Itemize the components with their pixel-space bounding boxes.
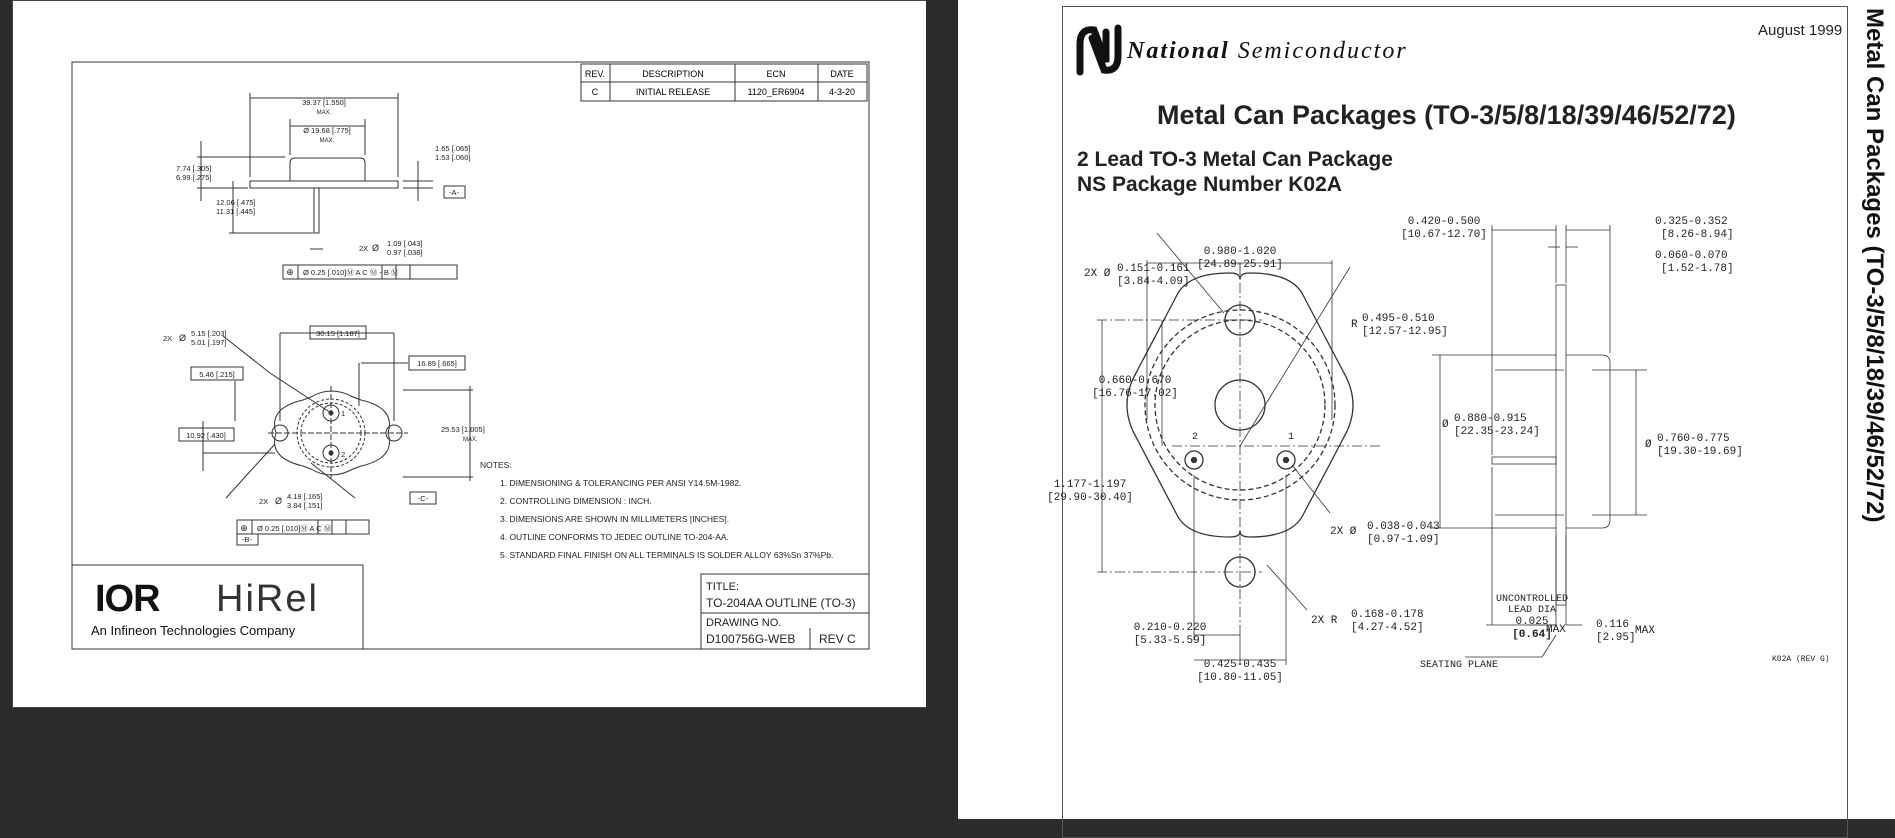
pin-2-label: 2 xyxy=(341,450,346,459)
ecn-value: 1120_ER6904 xyxy=(747,87,805,97)
diameter-symbol-icon: Ø xyxy=(372,243,380,253)
logo-block xyxy=(72,565,363,649)
logo-tagline: An Infineon Technologies Company xyxy=(91,623,296,638)
pitch-dim: 30.15 [1.187] xyxy=(316,329,360,338)
lead-max-b: [0.64] xyxy=(1512,629,1552,641)
date-value: 4-3-20 xyxy=(828,87,856,97)
length-dim-b: [29.90-30.40] xyxy=(1047,492,1133,504)
seating-plane-label: SEATING PLANE xyxy=(1419,660,1499,671)
rev-header: REV. xyxy=(584,69,606,79)
desc-value: INITIAL RELEASE xyxy=(635,87,711,97)
lead-max-a: 0.025 xyxy=(1515,616,1549,628)
pin-1-label: 1 xyxy=(1288,432,1295,443)
notes-block xyxy=(480,460,833,560)
max-label-2: MAX xyxy=(1635,625,1655,637)
width-dim-b: [24.89-25.91] xyxy=(1197,259,1283,271)
ecn-header: ECN xyxy=(766,69,786,79)
radius-dim-a-label: 0.495-0.510 xyxy=(1362,313,1435,325)
doc-main-title: Metal Can Packages (TO-3/5/8/18/39/46/52/72) xyxy=(1157,100,1736,130)
dim-dia-max: Ø 19.68 [.775] xyxy=(303,126,351,135)
brand-bold: National xyxy=(1127,38,1230,64)
radius-dim-b: 3.84 [.151] xyxy=(287,501,323,510)
dia-dim-a-label: 0.880-0.915 xyxy=(1454,413,1527,425)
hole-dim-b-label: [3.84-4.09] xyxy=(1117,276,1190,288)
dim-dia-max-note: MAX. xyxy=(319,138,335,144)
revision-table xyxy=(581,64,867,101)
dim-width-max-note: MAX. xyxy=(316,110,332,116)
spacing-dim-a: 0.425-0.435 xyxy=(1203,659,1277,671)
dim-width-max: 39.37 [1.550] xyxy=(302,98,346,107)
half-dim-a: 0.660-0.670 xyxy=(1098,375,1172,387)
pin-2-label: 2 xyxy=(1192,432,1199,443)
hole-dim-a-label: 0.151-0.161 xyxy=(1117,263,1190,275)
datum-b: -B- xyxy=(242,535,252,544)
rev-value: C xyxy=(591,87,599,97)
offset-dim-a: 0.210-0.220 xyxy=(1133,622,1207,634)
seat-dim-b: [2.95] xyxy=(1596,632,1636,644)
side-title-vertical xyxy=(1860,8,1890,588)
tolerance-frame-bottom: Ø 0.25 [.010]Ⓜ A C Ⓜ xyxy=(257,524,332,533)
dim-lead-a: 12.06 [.475] xyxy=(216,198,256,207)
dim-height-a: 7.74 [.305] xyxy=(176,164,212,173)
body-max-dim: 25.53 [1.005] xyxy=(441,425,485,434)
notes-title: NOTES: xyxy=(480,460,512,470)
pin-1-label: 1 xyxy=(341,409,346,418)
desc-header: DESCRIPTION xyxy=(642,69,704,79)
drawing-rev-label: K02A (REV G) xyxy=(1772,655,1830,664)
radius-prefix-label: R xyxy=(1351,319,1358,331)
title-label: TITLE: xyxy=(706,581,740,593)
dim-flange-a: 1.65 [.065] xyxy=(435,144,471,153)
brand-rest: Semiconductor xyxy=(1237,38,1408,64)
hole-dim-a: 5.15 [.203] xyxy=(191,329,227,338)
note-3: 3. DIMENSIONS ARE SHOWN IN MILLIMETERS [INCHES]. xyxy=(500,514,730,524)
pin-spacing-dim: 10.92 [.430] xyxy=(186,431,226,440)
note-4: 4. OUTLINE CONFORMS TO JEDEC OUTLINE TO-204-AA. xyxy=(500,532,729,542)
lead-dim-a-label: 0.038-0.043 xyxy=(1367,521,1440,533)
doc-date: August 1999 xyxy=(1758,22,1843,39)
to3-package-drawing xyxy=(1047,205,1852,685)
title-block xyxy=(701,574,869,649)
hole-dim-b: 5.01 [.197] xyxy=(191,338,227,347)
seat-dim-a: 0.116 xyxy=(1596,619,1630,631)
note-2: 2. CONTROLLING DIMENSION : INCH. xyxy=(500,496,652,506)
drawing-no: D100756G-WEB xyxy=(706,632,796,646)
rr-dim-b-label: [4.27-4.52] xyxy=(1351,622,1424,634)
drawing-title: TO-204AA OUTLINE (TO-3) xyxy=(706,596,856,610)
spacing-dim-b: [10.80-11.05] xyxy=(1197,672,1283,684)
offset-dim-b: [5.33-5.59] xyxy=(1133,635,1207,647)
cap-dim-b-label: [19.30-19.69] xyxy=(1657,446,1743,458)
national-logo-icon xyxy=(1074,22,1124,78)
radius-diameter-icon: Ø xyxy=(275,496,283,506)
rr-prefix-label: 2X R xyxy=(1311,615,1338,627)
side-title-text: Metal Can Packages (TO-3/5/8/18/39/46/52/72) xyxy=(1861,8,1888,523)
hirel-logo: HiRel xyxy=(216,578,319,620)
flange-dim-a: 0.060-0.070 xyxy=(1655,250,1728,262)
half-dim-b: [16.76-17.02] xyxy=(1092,388,1178,400)
tw-dim-b: [8.26-8.94] xyxy=(1661,229,1734,241)
lead-dim-b-label: [0.97-1.09] xyxy=(1367,534,1440,546)
offset-dim: 16.89 [.665] xyxy=(417,359,457,368)
datum-c: -C- xyxy=(417,494,429,503)
dia-dim-b-label: [22.35-23.24] xyxy=(1454,426,1540,438)
width-dim-a: 0.980-1.020 xyxy=(1203,246,1277,258)
dim-lead-dia-a: 1.09 [.043] xyxy=(387,239,423,248)
dim-lead-b: 11.31 [.445] xyxy=(216,207,256,216)
radius-dim-b-label: [12.57-12.95] xyxy=(1362,326,1448,338)
datum-a: -A- xyxy=(449,188,459,197)
top-dim-a: 0.420-0.500 xyxy=(1407,216,1481,228)
max-label-1: MAX xyxy=(1546,624,1566,636)
doc-subtitle-number: NS Package Number K02A xyxy=(1077,173,1342,196)
note-1: 1. DIMENSIONING & TOLERANCING PER ANSI Y14.5M-1982. xyxy=(500,478,742,488)
hole-prefix-label: 2X Ø xyxy=(1084,268,1111,280)
lead-prefix-label: 2X Ø xyxy=(1330,526,1357,538)
cap-dim-a-label: 0.760-0.775 xyxy=(1657,433,1730,445)
pin-offset-dim: 5.46 [.215] xyxy=(199,370,235,379)
ior-logo-mark: IOR xyxy=(95,578,160,620)
date-header: DATE xyxy=(830,69,854,79)
side-view-drawing xyxy=(197,93,465,279)
length-dim-a: 1.177-1.197 xyxy=(1053,479,1127,491)
left-drawing-svg xyxy=(13,1,927,707)
uncontrolled-label: UNCONTROLLED xyxy=(1495,594,1569,605)
hole-diameter-icon: Ø xyxy=(179,333,187,343)
lead-dia-label: LEAD DIA xyxy=(1507,605,1557,616)
dim-flange-b: 1.53 [.060] xyxy=(435,153,471,162)
position-icon-bottom: ⊕ xyxy=(240,523,248,533)
dim-lead-dia-prefix: 2X xyxy=(359,244,369,253)
cap-prefix-label: Ø xyxy=(1645,439,1652,451)
tw-dim-a: 0.325-0.352 xyxy=(1655,216,1728,228)
position-icon: ⊕ xyxy=(286,267,294,277)
body-max-note: MAX. xyxy=(463,437,478,443)
tolerance-frame-top: Ø 0.25 [.010]Ⓜ A C Ⓜ - B Ⓜ xyxy=(303,268,399,277)
rr-dim-a-label: 0.168-0.178 xyxy=(1351,609,1424,621)
flange-dim-b: [1.52-1.78] xyxy=(1661,263,1734,275)
top-dim-b: [10.67-12.70] xyxy=(1401,229,1487,241)
drawing-rev: REV C xyxy=(819,632,856,646)
viewer-gap xyxy=(926,0,958,819)
note-5: 5. STANDARD FINAL FINISH ON ALL TERMINALS IS SOLDER ALLOY 63%Sn 37%Pb. xyxy=(500,550,834,560)
dia-prefix-label: Ø xyxy=(1442,419,1449,431)
left-drawing-page xyxy=(12,0,928,708)
doc-subtitle-package: 2 Lead TO-3 Metal Can Package xyxy=(1077,148,1393,171)
dim-lead-dia-b: 0.97 [.038] xyxy=(387,248,423,257)
radius-dim-a: 4.19 [.165] xyxy=(287,492,323,501)
brand-name xyxy=(1127,38,1408,65)
hole-prefix: 2X xyxy=(163,334,173,343)
dim-height-b: 6.99 [.275] xyxy=(176,173,212,182)
radius-prefix: 2X xyxy=(259,497,269,506)
drawing-no-label: DRAWING NO. xyxy=(706,617,782,629)
